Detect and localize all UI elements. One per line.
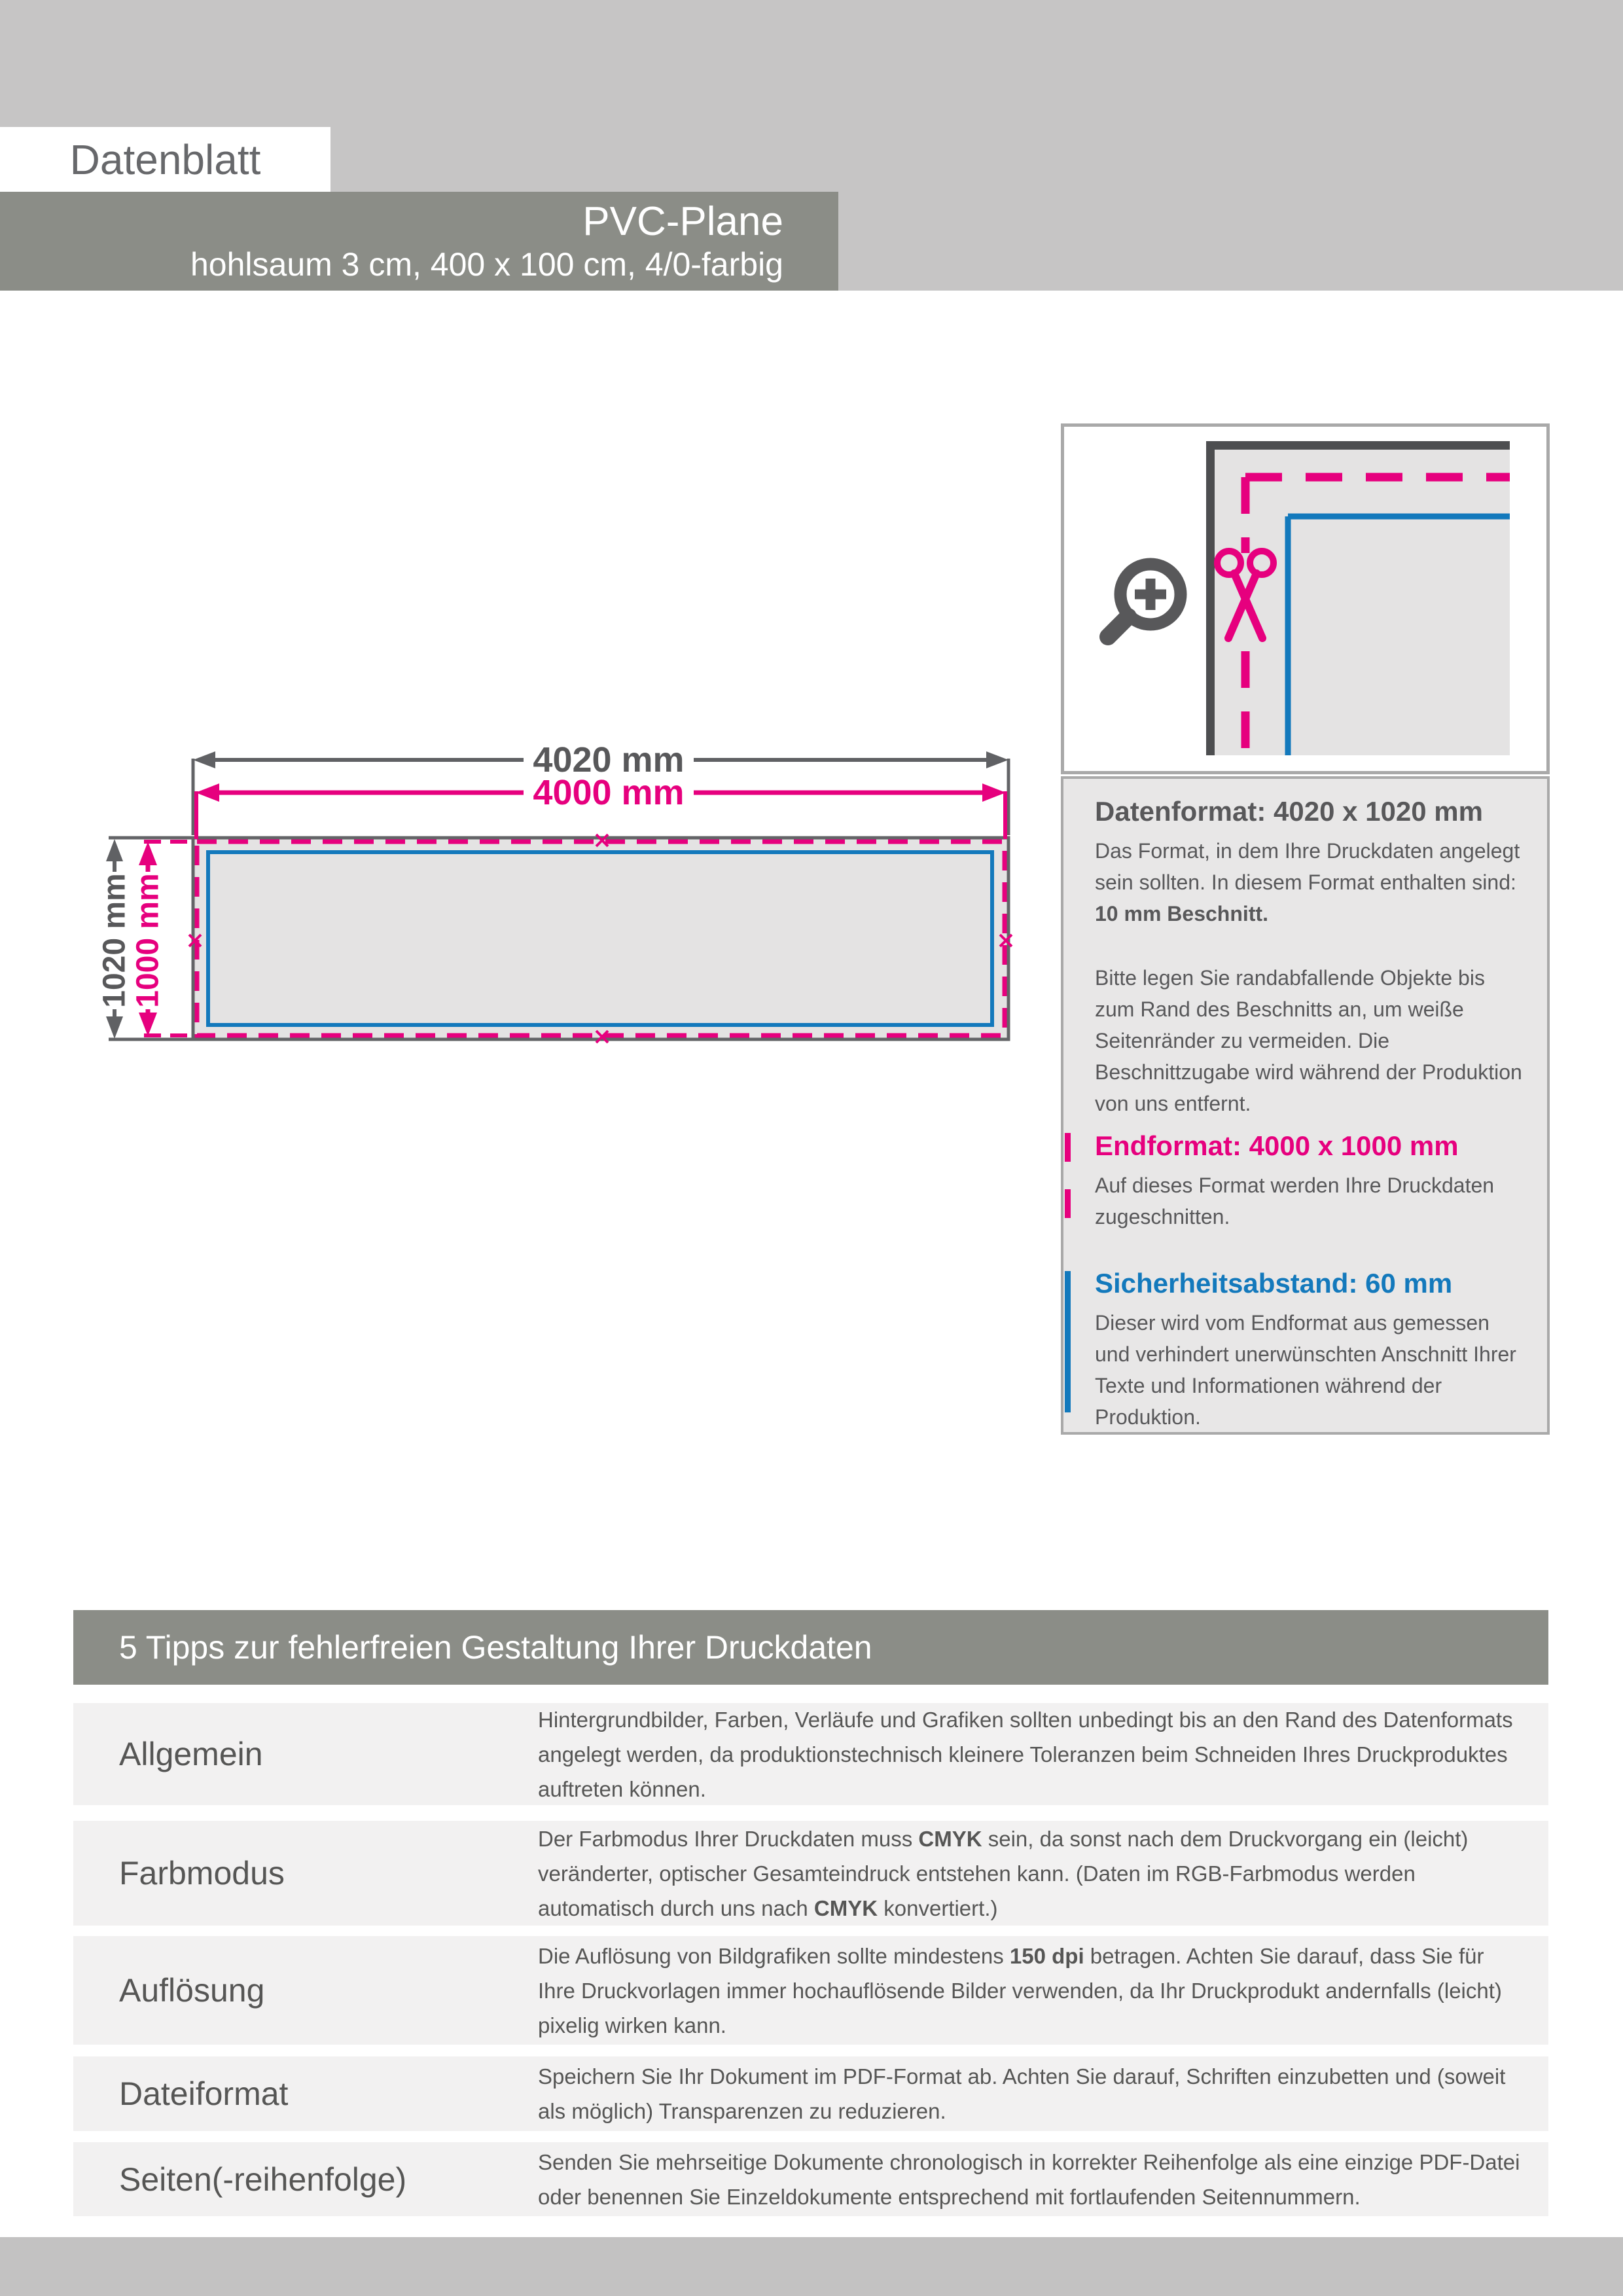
tips-heading: 5 Tipps zur fehlerfreien Gestaltung Ihrer Druckdaten [119, 1629, 872, 1666]
tips-row-text: Hintergrundbilder, Farben, Verläufe und Grafiken sollten unbedingt bis an den Rand des Datenformats angelegt werden, da produktionstechnisch kleinere Toleranzen beim Schneiden Ihres Druckproduktes auftreten können. [538, 1707, 1513, 1801]
datenformat-paragraph-2: Bitte legen Sie randabfallende Objekte bis zum Rand des Beschnitts an, um weiße Seitenränder zu vermeiden. Die Beschnittzugabe wird während der Produktion von uns entfernt. [1095, 966, 1522, 1115]
tips-row [73, 1703, 1548, 1805]
tips-row-text: Speichern Sie Ihr Dokument im PDF-Format ab. Achten Sie darauf, Schriften einzubetten und (soweit als möglich) Transparenzen zu reduzieren. [538, 2064, 1506, 2123]
datenblatt-label: Datenblatt [69, 136, 261, 183]
tips-row-text: Die Auflösung von Bildgrafiken sollte mindestens 150 dpi betragen. Achten Sie darauf, dass Sie für Ihre Druckvorlagen immer hochauflösende Bilder verwenden, da Ihr Druckprodukt andernfalls (leicht) pixelig wirken kann. [538, 1943, 1502, 2037]
footer-band [0, 2237, 1623, 2296]
tips-row-text: Senden Sie mehrseitige Dokumente chronologisch in korrekter Reihenfolge als eine einzige PDF-Datei oder benennen Sie Einzeldokumente entsprechend mit fortlaufenden Seitennummern. [538, 2149, 1520, 2209]
tips-row [73, 1821, 1548, 1926]
width-data-label: 4020 mm [533, 740, 685, 780]
tips-row [73, 2142, 1548, 2216]
tips-row-label: Seiten(-reihenfolge) [119, 2161, 407, 2198]
tips-row-text: Der Farbmodus Ihrer Druckdaten muss CMYK sein, da sonst nach dem Druckvorgang ein (leicht) veränderter, optischer Gesamteindruck entstehen kann. (Daten im RGB-Farbmodus werden automatisch durch uns nach CMYK konvertiert.) [538, 1826, 1469, 1920]
sicherheitsabstand-heading: Sicherheitsabstand: 60 mm [1095, 1268, 1453, 1299]
height-final-label: 1000 mm [130, 873, 166, 1008]
tips-row-label: Dateiformat [119, 2075, 289, 2112]
tips-row [73, 2056, 1548, 2131]
tips-row [73, 1936, 1548, 2045]
endformat-heading: Endformat: 4000 x 1000 mm [1095, 1130, 1459, 1161]
sicherheitsabstand-paragraph: Dieser wird vom Endformat aus gemessen und verhindert unerwünschten Anschnitt Ihrer Texte und Informationen während der Produktion. [1095, 1311, 1516, 1429]
tips-row-label: Auflösung [119, 1972, 265, 2009]
datenformat-heading: Datenformat: 4020 x 1020 mm [1095, 796, 1483, 827]
tips-row-label: Farbmodus [119, 1855, 285, 1892]
endformat-paragraph: Auf dieses Format werden Ihre Druckdaten zugeschnitten. [1095, 1174, 1495, 1229]
product-title: PVC-Plane [582, 198, 783, 244]
product-subtitle: hohlsaum 3 cm, 400 x 100 cm, 4/0-farbig [190, 245, 783, 283]
datenformat-paragraph-1: Das Format, in dem Ihre Druckdaten angelegt sein sollten. In diesem Format enthalten sind: 10 mm Beschnitt. [1095, 839, 1520, 925]
width-final-label: 4000 mm [533, 773, 685, 812]
height-data-label: 1020 mm [97, 873, 132, 1008]
tips-row-label: Allgemein [119, 1736, 263, 1772]
